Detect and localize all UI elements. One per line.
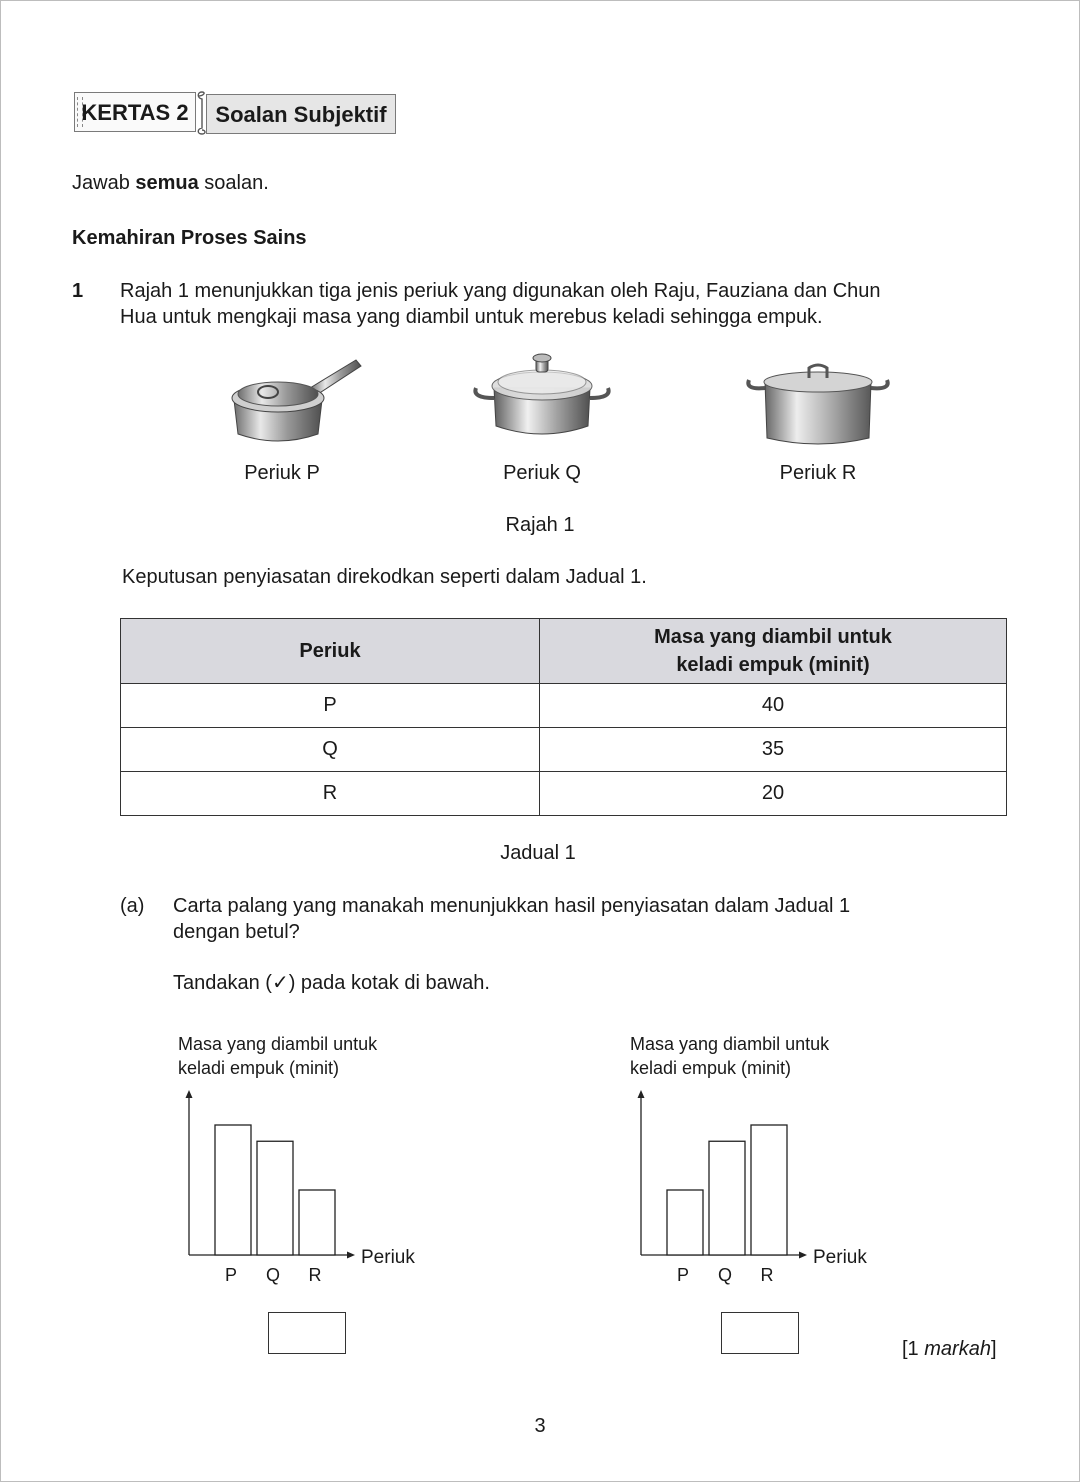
instructions-prefix: Jawab	[72, 172, 136, 194]
bar-q	[257, 1141, 293, 1255]
bar-p	[215, 1125, 251, 1255]
paper-label: KERTAS 2	[74, 92, 196, 132]
pot-label-q: Periuk Q	[503, 462, 581, 484]
chart-2-ylabel-line-2: keladi empuk (minit)	[630, 1058, 792, 1078]
x-tick-label-p: P	[224, 1265, 238, 1285]
table-header-time-line-1: Masa yang diambil untuk	[654, 626, 892, 648]
table-cell-pot: Q	[121, 728, 540, 772]
question-line-1: Rajah 1 menunjukkan tiga jenis periuk yang digunakan oleh Raju, Fauziana dan Chun	[120, 280, 881, 302]
chart-1-ylabel-line-1: Masa yang diambil untuk	[178, 1034, 378, 1054]
x-axis-arrow-icon	[799, 1252, 807, 1259]
marks-close: ]	[990, 1338, 997, 1360]
answer-checkbox-1[interactable]	[268, 1312, 346, 1354]
question-line-2: Hua untuk mengkaji masa yang diambil untuk merebus keladi sehingga empuk.	[120, 306, 823, 328]
marks-word: markah	[924, 1338, 991, 1360]
instructions-suffix: soalan.	[198, 172, 269, 194]
saucepan-icon	[228, 352, 366, 448]
bar-r	[751, 1125, 787, 1255]
x-axis-label: Periuk	[361, 1247, 415, 1268]
table-caption: Jadual 1	[500, 842, 576, 864]
table-cell-time: 40	[540, 684, 1007, 728]
table-header-row	[121, 619, 1007, 684]
table-header-time-line-2: keladi empuk (minit)	[676, 654, 870, 676]
table-cell-time: 35	[540, 728, 1007, 772]
marks-open: [1	[902, 1338, 925, 1360]
part-a-instruction: Tandakan (✓) pada kotak di bawah.	[173, 972, 490, 994]
bar-p	[667, 1190, 703, 1255]
x-axis-label: Periuk	[813, 1247, 867, 1268]
casserole-pot-icon	[472, 352, 612, 442]
pot-label-p: Periuk P	[244, 462, 320, 484]
page-number: 3	[534, 1415, 546, 1437]
x-axis-arrow-icon	[347, 1252, 355, 1259]
table-cell-pot: R	[121, 772, 540, 816]
part-a-line-2: dengan betul?	[173, 921, 300, 943]
y-axis-arrow-icon	[638, 1090, 645, 1098]
answer-checkbox-2[interactable]	[721, 1312, 799, 1354]
y-axis-arrow-icon	[186, 1090, 193, 1098]
x-tick-label-r: R	[760, 1265, 774, 1285]
table-cell-time: 20	[540, 772, 1007, 816]
instructions-bold: semua	[135, 172, 199, 194]
table-header-time	[540, 619, 1007, 684]
table-cell-pot: P	[121, 684, 540, 728]
results-intro: Keputusan penyiasatan direkodkan seperti dalam Jadual 1.	[122, 566, 647, 588]
table-row	[121, 684, 1007, 728]
x-tick-label-q: Q	[717, 1265, 733, 1285]
bar-chart-1	[170, 1085, 430, 1290]
figure-caption: Rajah 1	[505, 514, 575, 536]
section-heading: Kemahiran Proses Sains	[72, 227, 307, 249]
section-label: Soalan Subjektif	[206, 94, 396, 134]
part-a-label: (a)	[120, 895, 145, 917]
stock-pot-icon	[745, 358, 891, 448]
results-table	[120, 618, 1007, 816]
x-tick-label-q: Q	[265, 1265, 281, 1285]
marks-label	[902, 1336, 997, 1362]
chart-2-ylabel-line-1: Masa yang diambil untuk	[630, 1034, 830, 1054]
chart-1-ylabel-line-2: keladi empuk (minit)	[178, 1058, 340, 1078]
part-a-line-1: Carta palang yang manakah menunjukkan hasil penyiasatan dalam Jadual 1	[173, 895, 851, 917]
pot-label-r: Periuk R	[779, 462, 857, 484]
x-tick-label-p: P	[676, 1265, 690, 1285]
table-row	[121, 728, 1007, 772]
question-number: 1	[72, 280, 84, 302]
bar-r	[299, 1190, 335, 1255]
bar-q	[709, 1141, 745, 1255]
table-row	[121, 772, 1007, 816]
instructions	[72, 170, 269, 196]
x-tick-label-r: R	[308, 1265, 322, 1285]
table-header-pot: Periuk	[121, 619, 540, 684]
bar-chart-2	[622, 1085, 882, 1290]
